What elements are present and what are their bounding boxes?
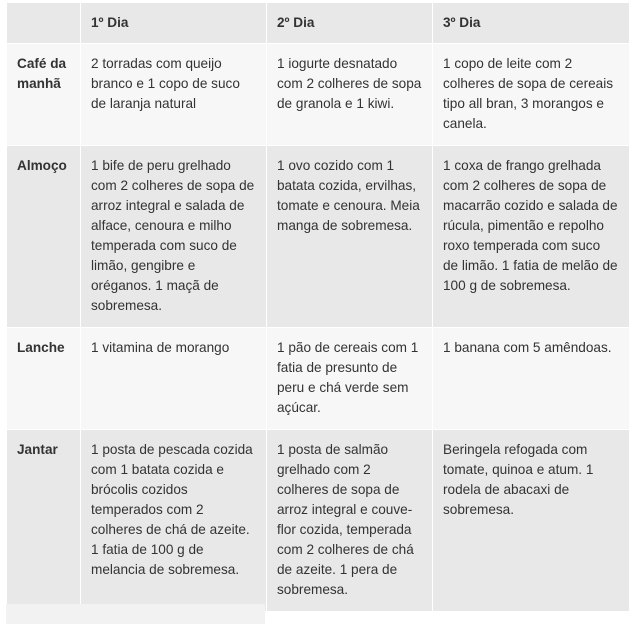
header-day-2: 2º Dia (267, 3, 433, 44)
meal-cell: 1 pão de cereais com 1 fatia de presunto de peru e chá verde sem açúcar. (267, 328, 433, 430)
meal-cell: 2 torradas com queijo branco e 1 copo de suco de laranja natural (81, 44, 267, 146)
meal-cell: 1 ovo cozido com 1 batata cozida, ervilhas, tomate e cenoura. Meia manga de sobremesa. (267, 146, 433, 328)
table-body (7, 44, 630, 612)
meal-cell: 1 bife de peru grelhado com 2 colheres de sopa de arroz integral e salada de alface, cenoura e milho temperada com suco de limão, gengibre e oréganos. 1 maçã de sobremesa. (81, 146, 267, 328)
bottom-strip (6, 604, 265, 624)
meal-plan-table (6, 2, 630, 612)
meal-cell: 1 copo de leite com 2 colheres de sopa de cereais tipo all bran, 3 morangos e canela. (433, 44, 630, 146)
meal-cell: Beringela refogada com tomate, quinoa e atum. 1 rodela de abacaxi de sobremesa. (433, 430, 630, 612)
meal-cell: 1 iogurte desnatado com 2 colheres de sopa de granola e 1 kiwi. (267, 44, 433, 146)
table-row (7, 146, 630, 328)
meal-cell: 1 vitamina de morango (81, 328, 267, 430)
meal-label: Jantar (7, 430, 81, 612)
meal-cell: 1 banana com 5 amêndoas. (433, 328, 630, 430)
meal-cell: 1 coxa de frango grelhada com 2 colheres de sopa de macarrão cozido e salada de rúcula, pimentão e repolho roxo temperada com suco de limão. 1 fatia de melão de 100 g de sobremesa. (433, 146, 630, 328)
table-row (7, 328, 630, 430)
table-row (7, 44, 630, 146)
table-row (7, 430, 630, 612)
header-day-3: 3º Dia (433, 3, 630, 44)
table-header (7, 3, 630, 44)
meal-cell: 1 posta de pescada cozida com 1 batata cozida e brócolis cozidos temperados com 2 colheres de chá de azeite. 1 fatia de 100 g de melancia de sobremesa. (81, 430, 267, 612)
header-corner (7, 3, 81, 44)
meal-cell: 1 posta de salmão grelhado com 2 colheres de sopa de arroz integral e couve-flor cozida, temperada com 2 colheres de chá de azeite. 1 pera de sobremesa. (267, 430, 433, 612)
meal-label: Almoço (7, 146, 81, 328)
meal-label: Café da manhã (7, 44, 81, 146)
header-day-1: 1º Dia (81, 3, 267, 44)
header-row (7, 3, 630, 44)
meal-label: Lanche (7, 328, 81, 430)
